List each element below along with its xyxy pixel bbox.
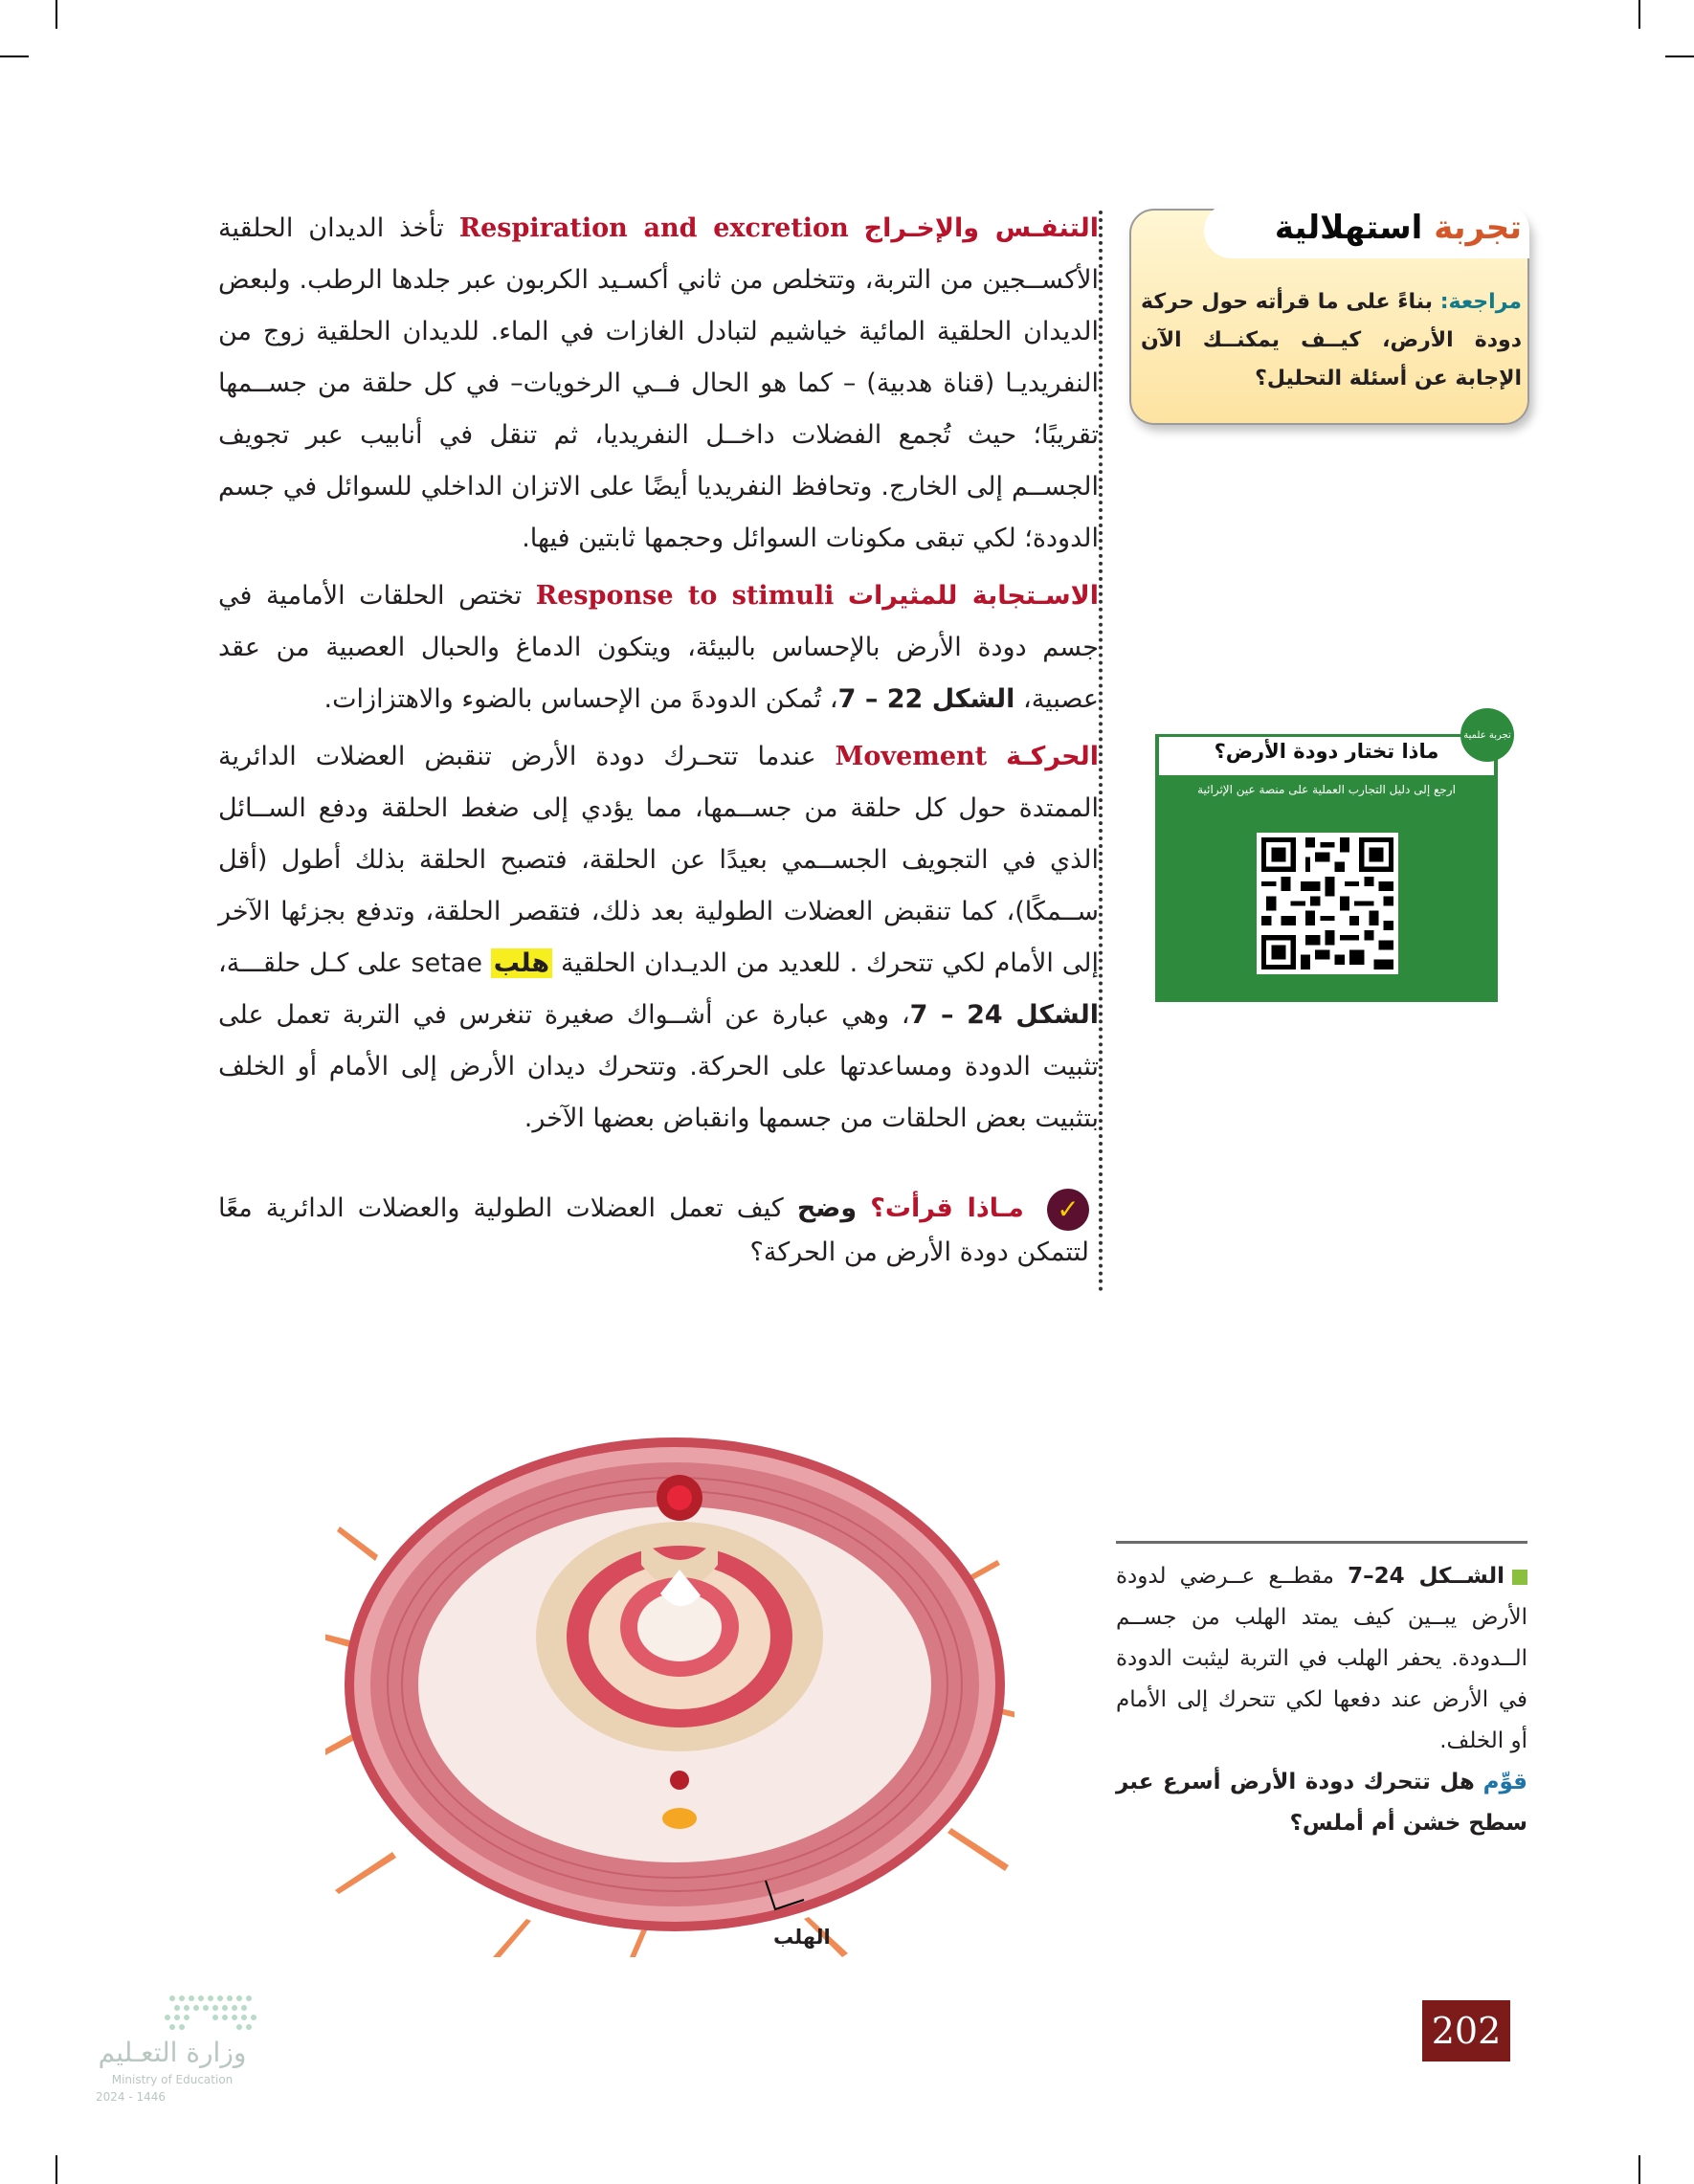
term-setae-en: setae (411, 948, 482, 978)
caption-question-label: قوِّم (1482, 1770, 1527, 1794)
reading-check-text: كيف تعمل العضلات الطولية والعضلات الدائرية معًا لتتمكن دودة الأرض من الحركة؟ (218, 1193, 1089, 1267)
ministry-name-en: Ministry of Education (111, 2073, 234, 2086)
heading-stimuli-en: Response to stimuli (535, 581, 835, 611)
ministry-name-ar: وزارة التعـليم (98, 2037, 247, 2068)
caption-figure-ref: الشــكل 24–7 (1348, 1564, 1505, 1589)
science-lab-subtitle: ارجع إلى دليل التجارب العملية على منصة عين الإثرائية (1197, 783, 1456, 796)
heading-movement-en: Movement (835, 742, 988, 771)
highlight-term-setae: هلب (491, 948, 552, 978)
heading-movement-ar: الحركـة (1006, 742, 1100, 771)
launch-lab-title-1: تجربة (1434, 209, 1522, 247)
reading-check (218, 1187, 1089, 1275)
figure-reference: الشكل 24 – 7 (909, 1000, 1099, 1030)
caption-text: مقطــع عــرضي لدودة الأرض يبــين كيف يمتد الهلب من جســم الــدودة. يحفر الهلب في التربة ليثبت الدودة في الأرض عند دفعها لكي تتحرك إلى الأمام أو الخلف. (1116, 1564, 1527, 1753)
reading-check-label: مـاذا قرأت؟ (870, 1193, 1024, 1223)
movement-text-3: ، وهي عبارة عن أشــواك صغيرة تنغرس في التربة تعمل على تثبيت الدودة ومساعدتها على الحركة. وتتحرك ديدان الأرض إلى الأمام أو الخلف بتثبيت بعض الحلقات من جسمها وانقباض بعضها الآخر. (218, 1000, 1099, 1133)
check-icon: ✓ (1047, 1189, 1089, 1231)
launch-lab-title-2: استهلالية (1274, 209, 1423, 247)
science-lab-title: ماذا تختار دودة الأرض؟ (1214, 740, 1439, 763)
crop-mark (1638, 2155, 1640, 2184)
launch-lab-body: بناءً على ما قرأته حول حركة دودة الأرض، كيــف يمكنــك الآن الإجابة عن أسئلة التحليل؟ (1141, 290, 1522, 390)
ministry-year: 2024 - 1446 (96, 2090, 167, 2104)
heading-respiration-ar: التنفـس والإخـراج (863, 213, 1099, 243)
reading-check-prompt: وضح (796, 1193, 858, 1223)
main-text-column (218, 203, 1099, 1150)
caption-square-icon (1512, 1570, 1527, 1585)
caption-question-text: هل تتحرك دودة الأرض أسرع عبر سطح خشن أم أملس؟ (1116, 1770, 1527, 1836)
paragraph-respiration (218, 203, 1099, 565)
movement-text-2: على كـل حلقـــة، (218, 948, 403, 978)
respiration-text: تأخذ الديدان الحلقية الأكســجين من التربة، وتتخلص من ثاني أكسـيد الكربون عبر جلدها الرطب. ولبعض الديدان الحلقية المائية خياشيم لتبادل الغازات في الماء. للديدان الحلقية زوج من النفريديـا (قناة هدبية) – كما هو الحال فــي الرخويات– في كل حلقة من جســمها تقريبًا؛ حيث تُجمع الفضلات داخــل النفريديا، ثم تنقل في أنابيب عبر تجويف الجســم إلى الخارج. وتحافظ النفريديا أيضًا على الاتزان الداخلي للسوائل في جسم الدودة؛ لكي تبقى مكونات السوائل وحجمها ثابتين فيها. (218, 213, 1099, 553)
science-lab-badge: تجربة علمية (1460, 708, 1514, 762)
launch-lab-title (1244, 209, 1522, 247)
stimuli-text-1: تختص الحلقات الأمامية في جسم دودة الأرض بالإحساس بالبيئة، ويتكون الدماغ والحبال العصبية من عقد عصبية، (218, 581, 1099, 714)
crop-mark (56, 0, 57, 29)
setae-label: الهلب (773, 1926, 831, 1949)
qr-code-icon[interactable] (1257, 833, 1398, 974)
figure-reference: الشكل 22 – 7 (837, 684, 1015, 714)
crop-mark (56, 2155, 57, 2184)
caption-rule (1116, 1541, 1527, 1544)
launch-lab-text (1141, 283, 1522, 398)
page-number: 202 (1422, 2000, 1510, 2061)
launch-lab-label: مراجعة: (1439, 290, 1522, 314)
movement-text-1: عندما تتحـرك دودة الأرض تنقبض العضلات الدائرية الممتدة حول كل حلقة من جســمها، مما يؤدي إلى ضغط الحلقة ودفع الســائل الذي في التجويف الجســمي بعيدًا عن الحلقة، فتصبح الحلقة بذلك أطول (أقل ســمكًا)، كما تنقبض العضلات الطولية بعد ذلك، فتقصر الحلقة، وتدفع بجزئها الآخر إلى الأمام لكي تتحرك . للعديد من الديـدان الحلقية (218, 742, 1099, 978)
stimuli-text-2: ، تُمكن الدودةَ من الإحساس بالضوء والاهتزازات. (323, 684, 838, 714)
earthworm-cross-section (325, 1421, 1014, 1961)
column-divider (1099, 211, 1103, 1292)
paragraph-stimuli (218, 570, 1099, 725)
heading-respiration-en: Respiration and excretion (458, 213, 849, 243)
crop-mark (0, 56, 29, 57)
heading-stimuli-ar: الاسـتجابة للمثيرات (847, 581, 1099, 611)
paragraph-movement (218, 731, 1099, 1145)
crop-mark (1638, 0, 1640, 29)
figure-caption (1116, 1556, 1527, 1844)
crop-mark (1665, 56, 1694, 57)
